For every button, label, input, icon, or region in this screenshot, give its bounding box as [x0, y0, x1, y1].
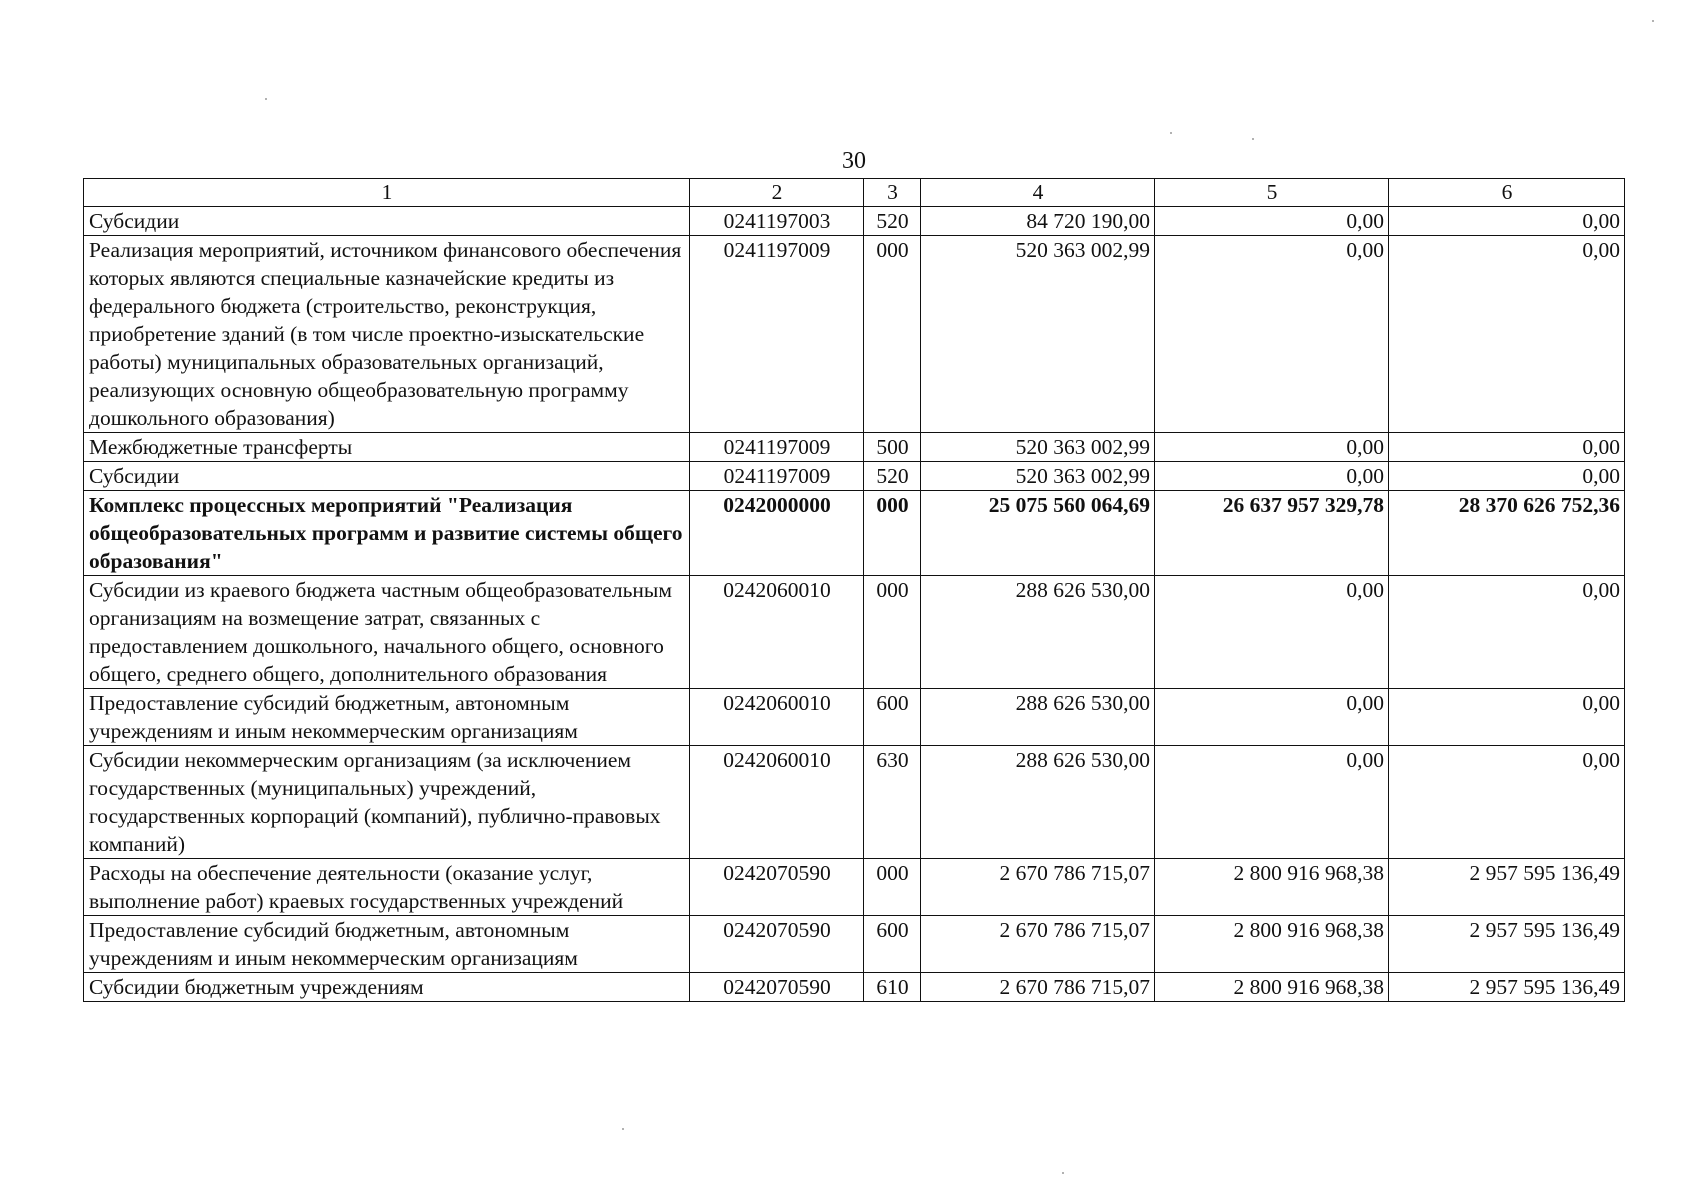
row-name: Предоставление субсидий бюджетным, автономным учреждениям и иным некоммерческим организациям [84, 689, 690, 746]
target-code: 0242070590 [690, 916, 864, 973]
table-row [84, 916, 1625, 973]
expense-type: 000 [864, 491, 921, 576]
amount-col4: 520 363 002,99 [921, 462, 1155, 491]
amount-col4: 520 363 002,99 [921, 236, 1155, 433]
scan-speck [622, 1128, 624, 1130]
budget-table [83, 178, 1625, 1002]
amount-col4: 2 670 786 715,07 [921, 916, 1155, 973]
row-name: Расходы на обеспечение деятельности (оказание услуг, выполнение работ) краевых государственных учреждений [84, 859, 690, 916]
expense-type: 500 [864, 433, 921, 462]
amount-col6: 2 957 595 136,49 [1389, 916, 1625, 973]
column-header: 4 [921, 179, 1155, 207]
amount-col5: 0,00 [1155, 746, 1389, 859]
row-name: Субсидии бюджетным учреждениям [84, 973, 690, 1002]
amount-col6: 2 957 595 136,49 [1389, 973, 1625, 1002]
table-row [84, 462, 1625, 491]
row-name: Комплекс процессных мероприятий "Реализация общеобразовательных программ и развитие системы общего образования" [84, 491, 690, 576]
table-row [84, 207, 1625, 236]
row-name: Реализация мероприятий, источником финансового обеспечения которых являются специальные казначейские кредиты из федерального бюджета (строительство, реконструкция, приобретение зданий (в том числе проектно-изыскательские работы) муниципальных образовательных организаций, реализующих основную общеобразовательную программу дошкольного образования) [84, 236, 690, 433]
table-row [84, 746, 1625, 859]
amount-col4: 2 670 786 715,07 [921, 859, 1155, 916]
column-header: 6 [1389, 179, 1625, 207]
expense-type: 600 [864, 689, 921, 746]
amount-col5: 0,00 [1155, 433, 1389, 462]
expense-type: 600 [864, 916, 921, 973]
amount-col4: 288 626 530,00 [921, 576, 1155, 689]
target-code: 0242070590 [690, 973, 864, 1002]
header-row [84, 179, 1625, 207]
table-row [84, 689, 1625, 746]
scan-speck [1252, 138, 1254, 140]
target-code: 0241197003 [690, 207, 864, 236]
amount-col4: 520 363 002,99 [921, 433, 1155, 462]
amount-col5: 26 637 957 329,78 [1155, 491, 1389, 576]
amount-col6: 0,00 [1389, 576, 1625, 689]
column-header: 1 [84, 179, 690, 207]
target-code: 0241197009 [690, 236, 864, 433]
expense-type: 000 [864, 576, 921, 689]
expense-type: 000 [864, 236, 921, 433]
column-header: 2 [690, 179, 864, 207]
amount-col4: 25 075 560 064,69 [921, 491, 1155, 576]
amount-col5: 2 800 916 968,38 [1155, 973, 1389, 1002]
amount-col6: 0,00 [1389, 462, 1625, 491]
amount-col5: 0,00 [1155, 689, 1389, 746]
amount-col6: 0,00 [1389, 207, 1625, 236]
column-header: 3 [864, 179, 921, 207]
expense-type: 630 [864, 746, 921, 859]
row-name: Субсидии [84, 207, 690, 236]
amount-col6: 0,00 [1389, 236, 1625, 433]
amount-col6: 0,00 [1389, 689, 1625, 746]
amount-col4: 288 626 530,00 [921, 746, 1155, 859]
target-code: 0242070590 [690, 859, 864, 916]
row-name: Межбюджетные трансферты [84, 433, 690, 462]
amount-col5: 0,00 [1155, 462, 1389, 491]
amount-col5: 0,00 [1155, 207, 1389, 236]
amount-col6: 0,00 [1389, 746, 1625, 859]
amount-col6: 2 957 595 136,49 [1389, 859, 1625, 916]
table-row [84, 973, 1625, 1002]
amount-col5: 0,00 [1155, 576, 1389, 689]
table-row [84, 433, 1625, 462]
table-row-section [84, 491, 1625, 576]
amount-col5: 2 800 916 968,38 [1155, 916, 1389, 973]
target-code: 0241197009 [690, 462, 864, 491]
table-row [84, 576, 1625, 689]
row-name: Субсидии некоммерческим организациям (за исключением государственных (муниципальных) учреждений, государственных корпораций (компаний), публично-правовых компаний) [84, 746, 690, 859]
scan-speck [265, 98, 267, 100]
column-header: 5 [1155, 179, 1389, 207]
expense-type: 000 [864, 859, 921, 916]
target-code: 0242000000 [690, 491, 864, 576]
target-code: 0242060010 [690, 746, 864, 859]
row-name: Субсидии из краевого бюджета частным общеобразовательным организациям на возмещение затрат, связанных с предоставлением дошкольного, начального общего, основного общего, среднего общего, дополнительного образования [84, 576, 690, 689]
target-code: 0242060010 [690, 689, 864, 746]
row-name: Предоставление субсидий бюджетным, автономным учреждениям и иным некоммерческим организациям [84, 916, 690, 973]
amount-col6: 0,00 [1389, 433, 1625, 462]
row-name: Субсидии [84, 462, 690, 491]
expense-type: 610 [864, 973, 921, 1002]
expense-type: 520 [864, 207, 921, 236]
scan-speck [1170, 132, 1172, 134]
amount-col6: 28 370 626 752,36 [1389, 491, 1625, 576]
amount-col4: 2 670 786 715,07 [921, 973, 1155, 1002]
amount-col5: 0,00 [1155, 236, 1389, 433]
amount-col5: 2 800 916 968,38 [1155, 859, 1389, 916]
expense-type: 520 [864, 462, 921, 491]
table-row [84, 859, 1625, 916]
amount-col4: 288 626 530,00 [921, 689, 1155, 746]
target-code: 0241197009 [690, 433, 864, 462]
target-code: 0242060010 [690, 576, 864, 689]
table-row [84, 236, 1625, 433]
page-number: 30 [842, 148, 866, 174]
amount-col4: 84 720 190,00 [921, 207, 1155, 236]
scan-speck [1652, 20, 1654, 22]
scan-speck [1062, 1172, 1064, 1174]
